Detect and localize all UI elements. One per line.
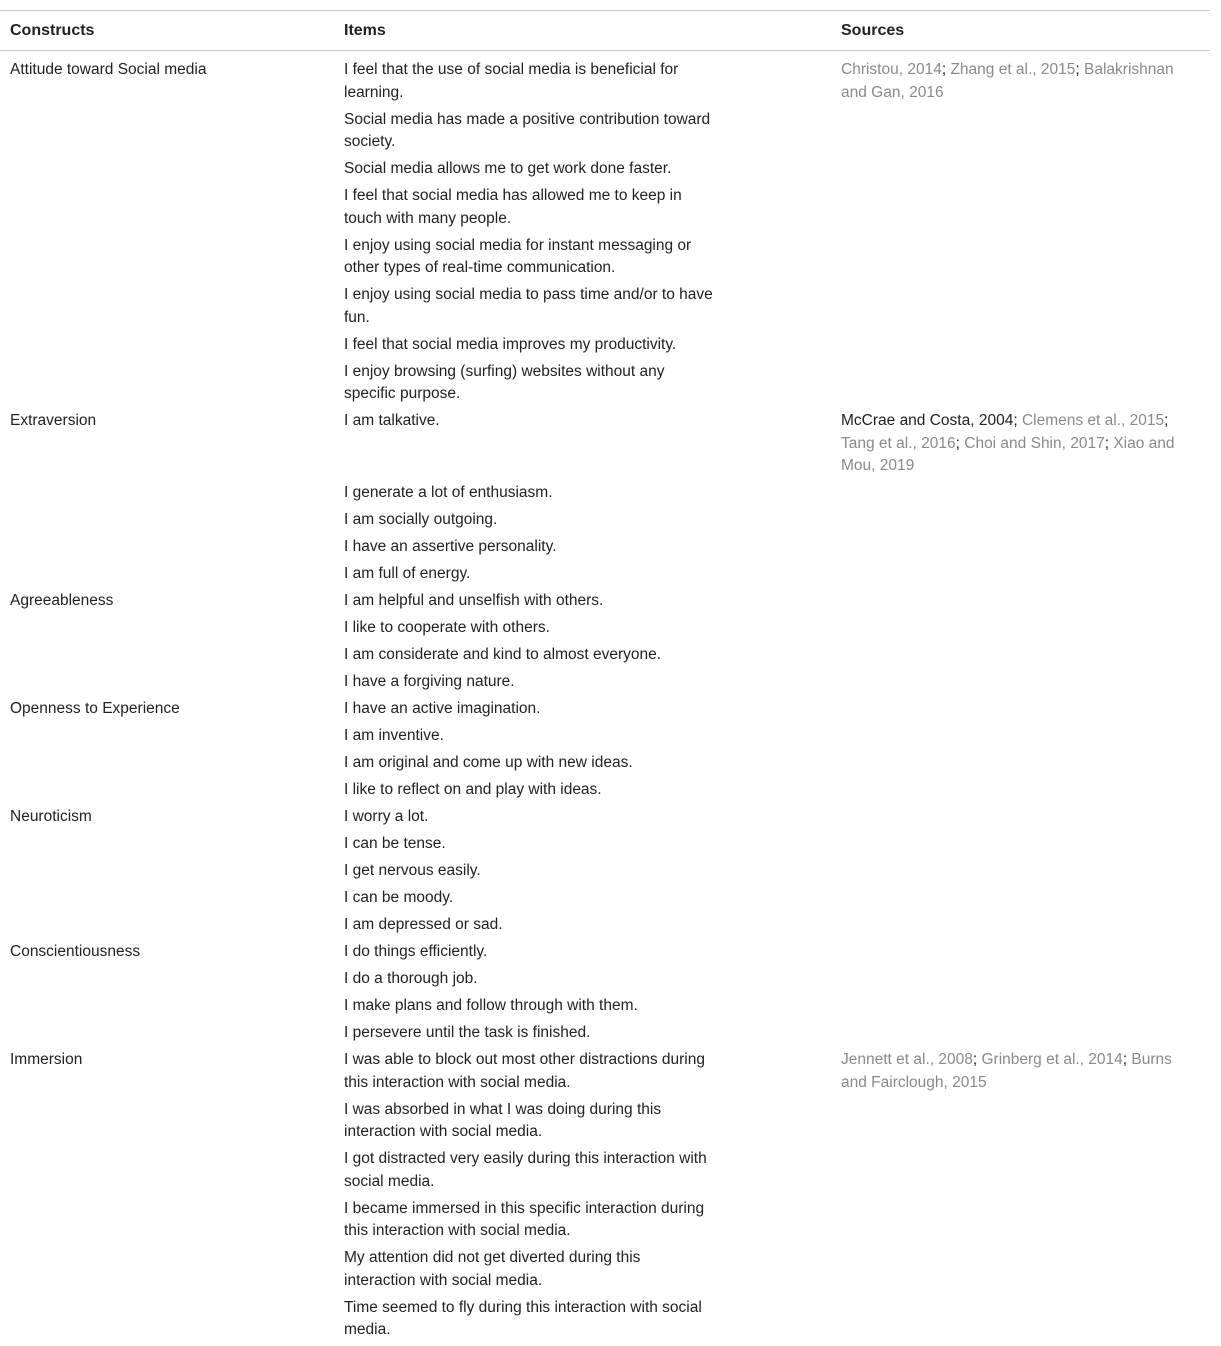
table-row	[0, 410, 1210, 586]
reference-text: ;	[941, 61, 951, 78]
reference-link[interactable]: Christou, 2014	[841, 61, 942, 78]
item-text: I am depressed or sad.	[344, 916, 503, 933]
sources-cell	[841, 1049, 1201, 1094]
reference-text: ;	[955, 434, 965, 452]
item-text: I can be tense.	[344, 835, 446, 852]
reference-link[interactable]: Balakrishnan and Gan, 2016	[841, 61, 1174, 101]
reference-link[interactable]: Clemens et al., 2015	[1021, 412, 1165, 429]
reference-link[interactable]: Burns and Fairclough, 2015	[841, 1051, 1172, 1091]
construct-name: Immersion	[10, 1051, 83, 1068]
table-row	[0, 806, 1210, 937]
item-text: I got distracted very easily during this interaction with social media.	[344, 1150, 707, 1190]
item-text: I have an active imagination.	[344, 700, 541, 717]
construct-name: Neuroticism	[10, 808, 92, 825]
table-row	[0, 941, 1210, 1045]
table-row	[0, 590, 1210, 694]
constructs-table	[0, 10, 1210, 1346]
reference-text: ;	[1075, 61, 1085, 78]
reference-text: ;	[972, 1051, 982, 1068]
table-header	[0, 11, 1210, 50]
item-text: I feel that social media has allowed me to keep in touch with many people.	[344, 187, 682, 227]
header-constructs: Constructs	[10, 21, 95, 39]
reference-text: McCrae and Costa, 2004	[841, 412, 1014, 429]
item-text: Social media allows me to get work done faster.	[344, 160, 672, 177]
sources-cell	[841, 59, 1201, 104]
items-list	[344, 941, 714, 1045]
items-list	[344, 410, 714, 586]
construct-name: Conscientiousness	[10, 943, 141, 960]
sources-cell	[841, 410, 1201, 478]
item-text: I like to reflect on and play with ideas.	[344, 781, 602, 798]
table-body	[0, 51, 1210, 1342]
items-list	[344, 590, 714, 694]
item-text: I have a forgiving nature.	[344, 673, 515, 690]
item-text: I enjoy browsing (surfing) websites without any specific purpose.	[344, 362, 665, 402]
reference-link[interactable]: Jennett et al., 2008	[841, 1051, 973, 1068]
item-text: I enjoy using social media to pass time and/or to have fun.	[344, 286, 713, 326]
item-text: I worry a lot.	[344, 808, 429, 825]
items-list	[344, 806, 714, 937]
item-text: I generate a lot of enthusiasm.	[344, 484, 553, 501]
item-text: Time seemed to fly during this interaction with social media.	[344, 1298, 702, 1338]
item-text: I am talkative.	[344, 412, 440, 429]
item-text: My attention did not get diverted during this interaction with social media.	[344, 1249, 641, 1289]
item-text: I make plans and follow through with them.	[344, 997, 638, 1014]
item-text: I enjoy using social media for instant messaging or other types of real-time communication.	[344, 236, 692, 276]
item-text: I became immersed in this specific interaction during this interaction with social media.	[344, 1199, 705, 1239]
item-text: I can be moody.	[344, 889, 454, 906]
header-items: Items	[344, 21, 386, 39]
items-list	[344, 1049, 714, 1342]
item-text: I am inventive.	[344, 727, 444, 744]
table-row	[0, 1049, 1210, 1342]
item-text: I am considerate and kind to almost everyone.	[344, 646, 662, 663]
reference-text: ;	[1164, 412, 1169, 429]
item-text: I like to cooperate with others.	[344, 619, 550, 636]
reference-text: ;	[1122, 1051, 1132, 1068]
reference-link[interactable]: Grinberg et al., 2014	[981, 1051, 1123, 1068]
item-text: I feel that the use of social media is beneficial for learning.	[344, 61, 679, 101]
item-text: I am full of energy.	[344, 565, 471, 582]
items-list	[344, 698, 714, 802]
item-text: I was absorbed in what I was doing during this interaction with social media.	[344, 1100, 662, 1140]
construct-name: Extraversion	[10, 412, 97, 429]
item-text: I get nervous easily.	[344, 862, 481, 879]
item-text: I am helpful and unselfish with others.	[344, 592, 604, 609]
reference-link[interactable]: Zhang et al., 2015	[950, 61, 1076, 78]
item-text: I feel that social media improves my productivity.	[344, 335, 677, 353]
item-text: I do things efficiently.	[344, 943, 488, 960]
items-list	[344, 59, 714, 406]
item-text: I am original and come up with new ideas.	[344, 754, 633, 771]
reference-text: ;	[1104, 434, 1114, 452]
table-row	[0, 698, 1210, 802]
item-text: I persevere until the task is finished.	[344, 1024, 591, 1041]
item-text: I am socially outgoing.	[344, 511, 498, 528]
item-text: I do a thorough job.	[344, 970, 478, 987]
reference-link[interactable]: Choi and Shin, 2017	[964, 434, 1105, 452]
header-sources: Sources	[841, 21, 905, 39]
construct-name: Attitude toward Social media	[10, 61, 207, 78]
reference-link[interactable]: Tang et al., 2016	[841, 434, 956, 452]
item-text: Social media has made a positive contribution toward society.	[344, 110, 711, 150]
construct-name: Agreeableness	[10, 592, 114, 609]
item-text: I have an assertive personality.	[344, 538, 557, 555]
table-row	[0, 59, 1210, 406]
construct-name: Openness to Experience	[10, 700, 180, 717]
reference-link[interactable]: Xiao and Mou, 2019	[841, 434, 1175, 474]
reference-text: ;	[1013, 412, 1022, 429]
item-text: I was able to block out most other distractions during this interaction with social media.	[344, 1051, 705, 1091]
